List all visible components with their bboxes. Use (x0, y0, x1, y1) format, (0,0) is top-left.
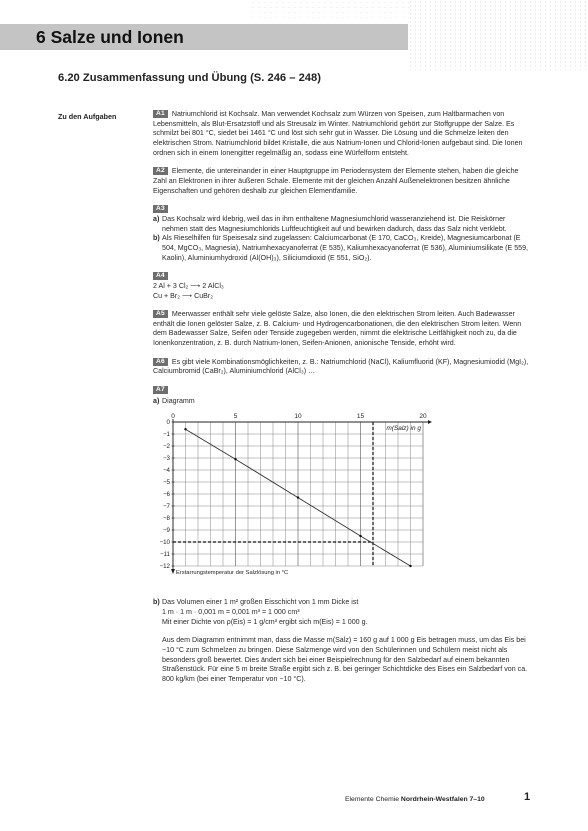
subitem-text: Das Kochsalz wird klebrig, weil das in ihm enthaltene Magnesiumchlorid wasseranziehend ist. Die Reiskörner nehmen statt des Magnesiumchlorids Luftfeuchtigkeit auf und bewirken dadurch, dass das Salz nicht verklebt. (162, 214, 507, 233)
side-label: Zu den Aufgaben (58, 112, 117, 121)
equation: 2 Al + 3 Cl₂ ⟶ 2 AlCl₃ (153, 281, 224, 290)
chapter-title: 6 Salze und Ionen (36, 27, 184, 47)
subitem-a (153, 215, 533, 234)
task-text: Natriumchlorid ist Kochsalz. Man verwendet Kochsalz zum Würzen von Speisen, zum Haltbarmachen von Lebensmitteln, als Blut-Ersatzstoff und als Streusalz im Winter. Natriumchlorid gehört zur Stoffgruppe der Salze. Es schmilzt bei 801 °C, siedet bei 1461 °C und löst sich sehr gut in Wasser. Die Lösung und die Schmelze leiten den elektrischen Strom. Natriumchlorid bildet Kristalle, die aus Natrium-Ionen und Chlorid-Ionen aufgebaut sind. Die Ionen ordnen sich in einem Ionengitter regelmäßig an, sodass eine Würfelform entsteht. (153, 110, 523, 157)
y-axis-arrow (171, 569, 175, 574)
task-a7 (153, 386, 533, 685)
task-a3 (153, 205, 533, 263)
y-tick-label: −8 (162, 515, 170, 523)
x-tick-label: 15 (356, 413, 365, 421)
y-tick-label: −5 (162, 479, 170, 487)
task-a5 (153, 310, 533, 349)
y-tick-label: −9 (162, 527, 170, 535)
chart-svg (153, 408, 453, 588)
x-tick-label: 5 (233, 413, 238, 421)
y-tick-label: −11 (159, 551, 170, 559)
header-dot-pattern-left (250, 0, 410, 22)
explanation-paragraph: Aus dem Diagramm entnimmt man, dass die Masse m(Salz) = 160 g auf 1 000 g Eis betragen muss, um das Eis bei −10 °C zum Schmelzen zu bringen. Diese Salzmenge wird von den Schülerinnen und Schülern meist nicht als besonders groß bewertet. Dies ändert sich bei einer Beispielrechnung für den Salzbedarf auf einem bekannten Straßenstück. Für eine 5 m breite Straße ergibt sich z. B. bei geringer Schichtdicke des Eises ein Salzbedarf von ca. 800 kg/km (bei einer Temperatur von −10 °C). (162, 636, 528, 683)
subitem-label: a) (153, 396, 160, 405)
task-a6 (153, 358, 533, 377)
data-point (359, 535, 361, 537)
y-tick-label: −12 (159, 563, 170, 571)
task-text: Es gibt viele Kombinationsmöglichkeiten, z. B.: Natriumchlorid (NaCl), Kaliumfluorid (KF), Magnesiumiodid (MgI₂), Calciumbromid (CaBr₂), Aluminiumchlorid (AlCl₃) … (153, 357, 529, 376)
task-tag: A6 (153, 358, 168, 366)
y-axis-label: Erstarrungstemperatur der Salzlösung in °C (176, 570, 289, 577)
task-tag: A7 (153, 386, 168, 394)
section-title: 6.20 Zusammenfassung und Übung (S. 246 – 248) (58, 72, 321, 84)
task-tag: A1 (153, 110, 168, 118)
subitem-label: a) (153, 214, 160, 223)
x-axis-arrow (428, 420, 432, 424)
calculation-line: Mit einer Dichte von ρ(Eis) = 1 g/cm³ ergibt sich m(Eis) = 1 000 g. (162, 617, 368, 626)
footer-title: Elemente Chemie (345, 796, 401, 803)
data-point (297, 497, 299, 499)
subitem-b (153, 598, 533, 608)
y-tick-label: −2 (162, 443, 170, 451)
header-dot-pattern (408, 0, 588, 70)
subitem-text: Diagramm (162, 396, 195, 405)
x-axis-label: m(Salz) in g (386, 425, 421, 433)
subitem-b (153, 234, 533, 263)
y-tick-label: −3 (162, 455, 170, 463)
subitem-text: Das Volumen einer 1 m² großen Eisschicht von 1 mm Dicke ist (162, 598, 359, 607)
task-text: Elemente, die untereinander in einer Hauptgruppe im Periodensystem der Elemente stehen, haben die gleiche Zahl an Elektronen in ihrer äußeren Schale. Elemente mit der gleichen Anzahl Außenelektronen besitzen ähnliche Eigenschaften und gehören deshalb zur gleichen Elementfamilie. (153, 167, 519, 195)
y-tick-label: 0 (166, 419, 170, 427)
y-tick-label: −10 (159, 539, 170, 547)
x-tick-label: 0 (171, 413, 175, 421)
y-tick-label: −1 (162, 431, 170, 439)
task-tag: A5 (153, 310, 168, 318)
x-tick-label: 20 (419, 413, 427, 421)
x-tick-label: 10 (294, 413, 302, 421)
data-point (184, 428, 186, 430)
calculation-line: 1 m · 1 m · 0,001 m = 0,001 m³ = 1 000 cm³ (162, 608, 300, 617)
subitem-label: b) (153, 598, 160, 607)
subitem-text: Als Rieselhilfen für Speisesalz sind zugelassen: Calciumcarbonat (E 170, CaCO₃, Kreide), Magnesiumcarbonat (E 504, MgCO₃, Magnesia), Natriumhexacyanoferrat (E 535), Kaliumhexacyanoferrat (E 536), Aluminiumsilikate (E 559, Kaolin), Aluminiumhydroxid (Al(OH)₃), Siliciumdioxid (E 551, SiO₂). (162, 234, 529, 262)
subitem-a (153, 397, 533, 407)
freezing-point-chart (153, 408, 453, 588)
task-tag: A4 (153, 272, 168, 280)
task-a1 (153, 110, 533, 158)
y-tick-label: −4 (162, 467, 170, 475)
y-tick-label: −7 (162, 503, 170, 511)
data-point (234, 458, 236, 460)
task-a2 (153, 167, 533, 196)
footer-text (345, 796, 485, 803)
y-tick-label: −6 (162, 491, 170, 499)
task-tag: A2 (153, 167, 168, 175)
task-a4 (153, 272, 533, 301)
subitem-label: b) (153, 234, 160, 243)
task-text: Meerwasser enthält sehr viele gelöste Salze, also Ionen, die den elektrischen Strom leiten. Auch Badewasser enthält die Ionen gelöster Salze, z. B. Calcium- und Hydrogencarbonationen, die den elektrischen Strom leiten. Wenn dem Badewasser Salze, Seifen oder Tenside zugegeben werden, nimmt die elektrische Leitfähigkeit noch zu, da die Ionenkonzentration, z. B. durch Natrium-Ionen, Seifen-Anionen, anionische Tenside, erhöht wird. (153, 310, 522, 348)
answers-content (153, 110, 533, 694)
equation: Cu + Br₂ ⟶ CuBr₂ (153, 291, 214, 300)
data-point (409, 565, 411, 567)
page-number: 1 (524, 791, 531, 803)
footer-edition: Nordrhein-Westfalen 7–10 (400, 796, 485, 803)
task-tag: A3 (153, 205, 168, 213)
